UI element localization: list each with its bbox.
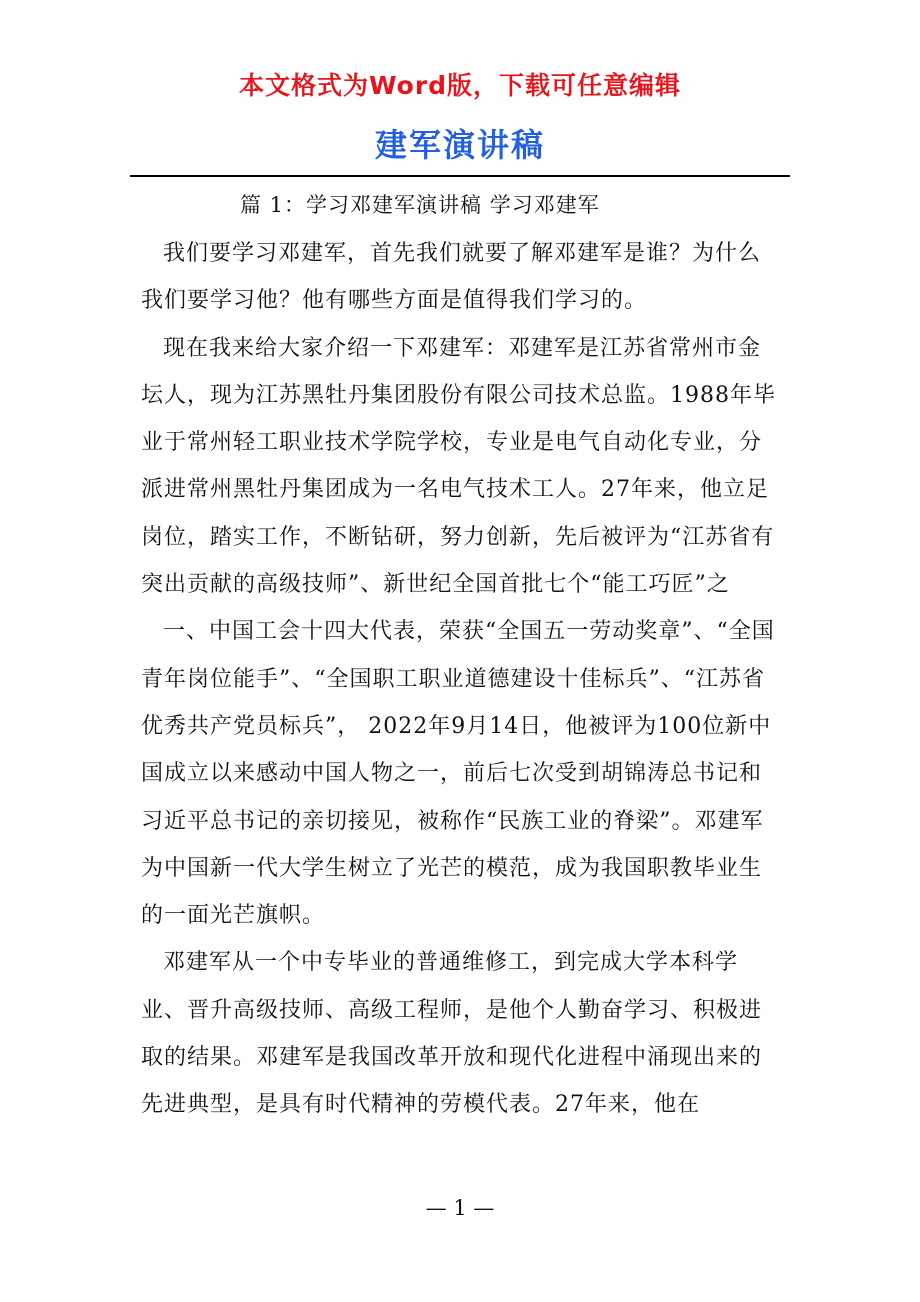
paragraph-4: 邓建军从一个中专毕业的普通维修工，到完成大学本科学业、晋升高级技师、高级工程师，是他个人勤奋学习、积极进取的结果。邓建军是我国改革开放和现代化进程中涌现出来的先进典型，是具有时代精神的劳模代表。27年来，他在 — [141, 950, 763, 1118]
document-body — [141, 230, 781, 1129]
format-notice: 本文格式为Word版，下载可任意编辑 — [238, 71, 682, 100]
paragraph-1: 我们要学习邓建军，首先我们就要了解邓建军是谁？为什么我们要学习他？他有哪些方面是值得我们学习的。 — [141, 241, 762, 314]
title-divider — [130, 175, 790, 177]
page-number: — 1 — — [425, 1196, 495, 1220]
section-subtitle: 篇 1：学习邓建军演讲稿 学习邓建军 — [240, 193, 600, 217]
paragraph-3: 一、中国工会十四大代表，荣获“全国五一劳动奖章”、“全国青年岗位能手”、“全国职工职业道德建设十佳标兵”、“江苏省优秀共产党员标兵”， 2022年9月14日，他被评为100位新中国成立以来感动中国人物之一，前后七次受到胡锦涛总书记和习近平总书记的亲切接见，被称作“民族工业的脊梁”。邓建军为中国新一代大学生树立了光芒的模范，成为我国职教毕业生的一面光芒旗帜。 — [141, 619, 775, 929]
paragraph-2: 现在我来给大家介绍一下邓建军：邓建军是江苏省常州市金坛人，现为江苏黑牡丹集团股份有限公司技术总监。1988年毕业于常州轻工职业技术学院学校，专业是电气自动化专业，分派进常州黑牡丹集团成为一名电气技术工人。27年来，他立足岗位，踏实工作，不断钻研，努力创新，先后被评为“江苏省有突出贡献的高级技师”、新世纪全国首批七个“能工巧匠”之 — [141, 335, 776, 598]
page-title: 建军演讲稿 — [374, 126, 545, 164]
